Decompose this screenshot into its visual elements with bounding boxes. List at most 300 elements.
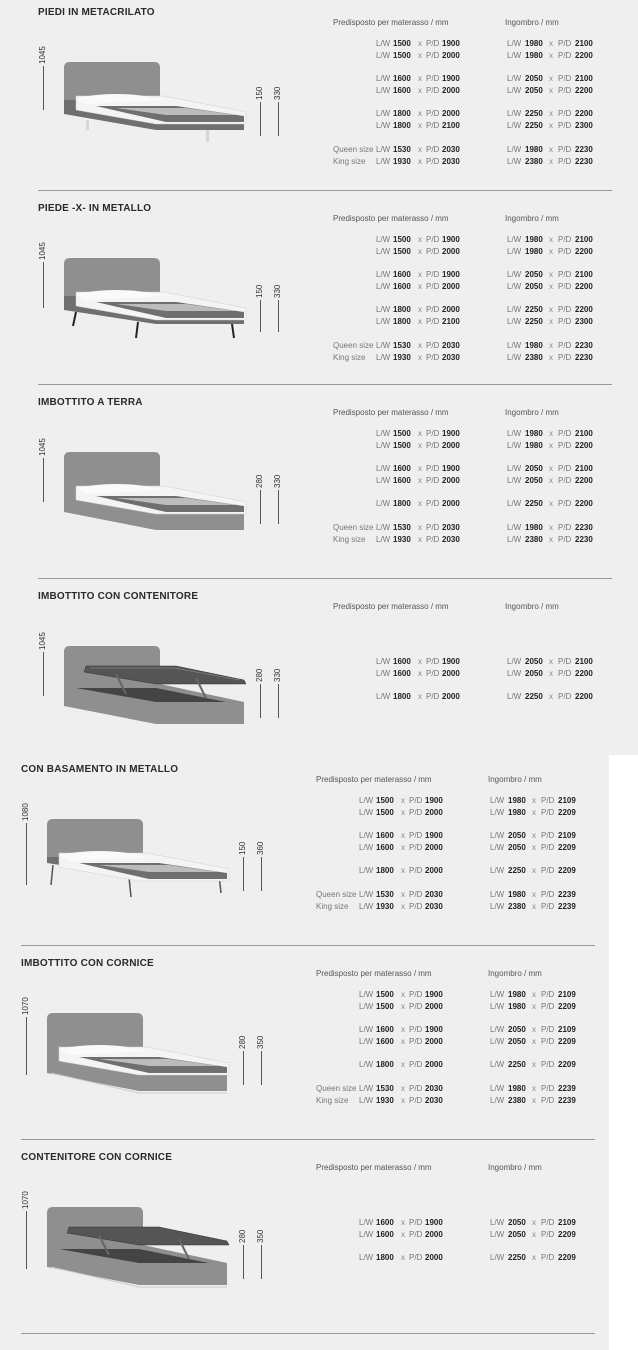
mattress-width-value: 1930 (376, 1096, 394, 1105)
size-name-label: Queen size (333, 523, 374, 532)
depth-label: P/D (558, 692, 572, 701)
times-label: x (418, 535, 422, 544)
width-label: L/W (507, 282, 522, 291)
width-label: L/W (507, 109, 522, 118)
overall-width-value: 2050 (508, 1218, 526, 1227)
width-label: L/W (376, 74, 391, 83)
overall-width-value: 1980 (525, 145, 543, 154)
depth-label: P/D (558, 145, 572, 154)
overall-width-value: 2050 (525, 282, 543, 291)
depth-label: P/D (426, 270, 440, 279)
size-row (0, 281, 638, 292)
section-title: CON BASAMENTO IN METALLO (21, 764, 179, 775)
width-label: L/W (507, 145, 522, 154)
depth-label: P/D (409, 1230, 423, 1239)
mattress-width-value: 1600 (393, 476, 411, 485)
overall-depth-value: 2100 (575, 429, 593, 438)
times-label: x (549, 476, 553, 485)
mattress-depth-value: 2030 (425, 1096, 443, 1105)
overall-depth-value: 2209 (558, 808, 576, 817)
width-label: L/W (376, 51, 391, 60)
mattress-width-value: 1930 (393, 353, 411, 362)
section-title: IMBOTTITO CON CONTENITORE (38, 591, 199, 602)
depth-label: P/D (558, 39, 572, 48)
mattress-width-value: 1800 (393, 305, 411, 314)
times-label: x (532, 831, 536, 840)
times-label: x (401, 1230, 405, 1239)
mattress-depth-value: 2000 (442, 692, 460, 701)
bed-variant-section (0, 584, 638, 780)
overall-width-value: 2050 (525, 476, 543, 485)
mattress-depth-value: 2000 (425, 1037, 443, 1046)
mattress-depth-value: 2030 (442, 145, 460, 154)
overall-width-value: 2050 (508, 831, 526, 840)
depth-label: P/D (409, 990, 423, 999)
times-label: x (418, 523, 422, 532)
mattress-width-value: 1800 (393, 109, 411, 118)
times-label: x (532, 796, 536, 805)
width-label: L/W (376, 429, 391, 438)
mattress-depth-value: 2000 (442, 305, 460, 314)
bed-variant-section (0, 196, 638, 392)
mattress-depth-value: 2100 (442, 121, 460, 130)
overall-width-value: 1980 (508, 1084, 526, 1093)
overall-width-value: 2050 (525, 669, 543, 678)
mattress-depth-value: 2030 (425, 1084, 443, 1093)
mattress-width-value: 1600 (393, 74, 411, 83)
mattress-depth-value: 1900 (425, 1025, 443, 1034)
times-label: x (549, 305, 553, 314)
mattress-width-value: 1500 (393, 441, 411, 450)
overall-width-value: 2380 (508, 902, 526, 911)
mattress-width-value: 1500 (393, 39, 411, 48)
width-label: L/W (376, 669, 391, 678)
depth-label: P/D (426, 39, 440, 48)
overall-depth-value: 2239 (558, 1084, 576, 1093)
depth-label: P/D (541, 1084, 555, 1093)
mattress-width-value: 1600 (393, 464, 411, 473)
times-label: x (401, 1060, 405, 1069)
times-label: x (532, 1230, 536, 1239)
overall-width-value: 1980 (525, 51, 543, 60)
width-label: L/W (507, 86, 522, 95)
bed-height-dimension-label: 330 (273, 284, 282, 298)
size-row (0, 246, 638, 257)
size-name-label: Queen size (333, 341, 374, 350)
times-label: x (418, 109, 422, 118)
times-label: x (418, 157, 422, 166)
times-label: x (401, 1025, 405, 1034)
mattress-depth-value: 2000 (442, 247, 460, 256)
width-label: L/W (359, 890, 374, 899)
width-label: L/W (359, 808, 374, 817)
depth-label: P/D (558, 235, 572, 244)
depth-label: P/D (541, 866, 555, 875)
depth-label: P/D (409, 1002, 423, 1011)
section-title: PIEDI IN METACRILATO (38, 7, 155, 18)
overall-width-value: 2050 (525, 74, 543, 83)
mattress-size-header: Predisposto per materasso / mm (333, 408, 449, 417)
bed-variant-section (0, 1145, 638, 1341)
section-divider (21, 1333, 595, 1334)
mattress-width-value: 1930 (393, 535, 411, 544)
times-label: x (401, 1084, 405, 1093)
size-row (0, 463, 638, 474)
width-label: L/W (507, 535, 522, 544)
height-dimension-label: 1045 (38, 242, 47, 260)
overall-width-value: 1980 (508, 990, 526, 999)
mattress-width-value: 1600 (393, 270, 411, 279)
times-label: x (418, 305, 422, 314)
bed-height-dimension-label: 280 (238, 1229, 247, 1243)
width-label: L/W (490, 890, 505, 899)
mattress-depth-value: 1900 (442, 235, 460, 244)
times-label: x (549, 109, 553, 118)
depth-label: P/D (541, 1218, 555, 1227)
overall-width-value: 2050 (525, 657, 543, 666)
mattress-depth-value: 1900 (425, 1218, 443, 1227)
overall-depth-value: 2209 (558, 1253, 576, 1262)
overall-width-value: 2380 (525, 353, 543, 362)
mattress-width-value: 1600 (376, 1025, 394, 1034)
width-label: L/W (359, 1037, 374, 1046)
size-row (0, 1217, 638, 1228)
mattress-depth-value: 1900 (442, 464, 460, 473)
depth-label: P/D (426, 523, 440, 532)
overall-depth-value: 2100 (575, 657, 593, 666)
size-row (0, 865, 638, 876)
times-label: x (418, 341, 422, 350)
bed-height-dimension-label: 350 (256, 1229, 265, 1243)
overall-depth-value: 2200 (575, 305, 593, 314)
depth-label: P/D (558, 109, 572, 118)
width-label: L/W (376, 341, 391, 350)
mattress-width-value: 1800 (376, 1060, 394, 1069)
times-label: x (418, 282, 422, 291)
overall-depth-value: 2230 (575, 535, 593, 544)
mattress-depth-value: 1900 (425, 990, 443, 999)
width-label: L/W (376, 657, 391, 666)
width-label: L/W (507, 523, 522, 532)
mattress-depth-value: 2030 (442, 523, 460, 532)
overall-depth-value: 2300 (575, 121, 593, 130)
depth-label: P/D (426, 464, 440, 473)
mattress-width-value: 1530 (376, 1084, 394, 1093)
size-row (0, 1083, 638, 1094)
width-label: L/W (359, 1218, 374, 1227)
bed-height-dimension-label: 150 (255, 86, 264, 100)
depth-label: P/D (558, 51, 572, 60)
depth-label: P/D (426, 305, 440, 314)
size-name-label: King size (333, 353, 366, 362)
mattress-depth-value: 2100 (442, 317, 460, 326)
times-label: x (418, 317, 422, 326)
times-label: x (401, 1218, 405, 1227)
overall-depth-value: 2209 (558, 1002, 576, 1011)
mattress-width-value: 1600 (376, 1037, 394, 1046)
size-row (0, 1095, 638, 1106)
size-name-label: Queen size (316, 1084, 357, 1093)
times-label: x (401, 1253, 405, 1262)
times-label: x (532, 808, 536, 817)
bed-variant-section (0, 390, 638, 586)
width-label: L/W (490, 1096, 505, 1105)
depth-label: P/D (426, 669, 440, 678)
times-label: x (549, 523, 553, 532)
width-label: L/W (507, 476, 522, 485)
depth-label: P/D (426, 535, 440, 544)
depth-label: P/D (426, 429, 440, 438)
depth-label: P/D (409, 843, 423, 852)
mattress-depth-value: 2030 (442, 341, 460, 350)
mattress-depth-value: 2000 (442, 441, 460, 450)
size-row (0, 901, 638, 912)
depth-label: P/D (409, 831, 423, 840)
times-label: x (532, 1253, 536, 1262)
times-label: x (549, 464, 553, 473)
depth-label: P/D (558, 317, 572, 326)
times-label: x (549, 74, 553, 83)
depth-label: P/D (558, 353, 572, 362)
width-label: L/W (490, 1037, 505, 1046)
size-row (0, 108, 638, 119)
times-label: x (418, 464, 422, 473)
overall-depth-value: 2200 (575, 476, 593, 485)
width-label: L/W (376, 476, 391, 485)
width-label: L/W (359, 990, 374, 999)
times-label: x (549, 282, 553, 291)
depth-label: P/D (426, 145, 440, 154)
width-label: L/W (490, 1084, 505, 1093)
overall-width-value: 2380 (525, 535, 543, 544)
width-label: L/W (507, 669, 522, 678)
times-label: x (532, 890, 536, 899)
depth-label: P/D (409, 808, 423, 817)
bed-height-dimension-label: 360 (256, 841, 265, 855)
overall-depth-value: 2209 (558, 1230, 576, 1239)
depth-label: P/D (541, 990, 555, 999)
width-label: L/W (376, 109, 391, 118)
overall-width-value: 2250 (508, 1060, 526, 1069)
depth-label: P/D (558, 86, 572, 95)
section-divider (38, 190, 612, 191)
depth-label: P/D (426, 235, 440, 244)
section-title: IMBOTTITO CON CORNICE (21, 958, 154, 969)
times-label: x (532, 1025, 536, 1034)
overall-width-value: 1980 (525, 441, 543, 450)
overall-depth-value: 2200 (575, 499, 593, 508)
depth-label: P/D (541, 808, 555, 817)
mattress-width-value: 1600 (393, 86, 411, 95)
width-label: L/W (507, 39, 522, 48)
size-row (0, 1059, 638, 1070)
width-label: L/W (507, 317, 522, 326)
width-label: L/W (507, 692, 522, 701)
size-row (0, 156, 638, 167)
depth-label: P/D (558, 282, 572, 291)
overall-width-value: 2050 (525, 270, 543, 279)
width-label: L/W (507, 499, 522, 508)
mattress-width-value: 1500 (376, 796, 394, 805)
depth-label: P/D (558, 464, 572, 473)
times-label: x (418, 121, 422, 130)
overall-depth-value: 2109 (558, 1025, 576, 1034)
width-label: L/W (376, 86, 391, 95)
mattress-width-value: 1600 (393, 657, 411, 666)
size-row (0, 144, 638, 155)
times-label: x (401, 796, 405, 805)
width-label: L/W (490, 831, 505, 840)
times-label: x (549, 657, 553, 666)
times-label: x (532, 866, 536, 875)
overall-depth-value: 2109 (558, 831, 576, 840)
mattress-depth-value: 2000 (442, 499, 460, 508)
mattress-depth-value: 2000 (442, 109, 460, 118)
depth-label: P/D (426, 317, 440, 326)
width-label: L/W (490, 866, 505, 875)
section-title: CONTENITORE CON CORNICE (21, 1152, 173, 1163)
times-label: x (401, 1096, 405, 1105)
mattress-depth-value: 2030 (442, 157, 460, 166)
size-name-label: King size (316, 1096, 349, 1105)
times-label: x (532, 1218, 536, 1227)
times-label: x (532, 1002, 536, 1011)
overall-width-value: 2250 (508, 1253, 526, 1262)
times-label: x (549, 247, 553, 256)
width-label: L/W (359, 1096, 374, 1105)
depth-label: P/D (426, 499, 440, 508)
depth-label: P/D (541, 831, 555, 840)
depth-label: P/D (426, 476, 440, 485)
depth-label: P/D (426, 74, 440, 83)
depth-label: P/D (426, 157, 440, 166)
bed-height-dimension-label: 330 (273, 86, 282, 100)
times-label: x (418, 441, 422, 450)
depth-label: P/D (409, 890, 423, 899)
size-row (0, 73, 638, 84)
depth-label: P/D (426, 51, 440, 60)
width-label: L/W (490, 1253, 505, 1262)
overall-width-value: 2050 (508, 1025, 526, 1034)
times-label: x (418, 86, 422, 95)
mattress-depth-value: 1900 (442, 74, 460, 83)
size-row (0, 1024, 638, 1035)
mattress-width-value: 1500 (393, 429, 411, 438)
mattress-depth-value: 2000 (442, 476, 460, 485)
overall-width-value: 2050 (525, 464, 543, 473)
mattress-depth-value: 2000 (425, 808, 443, 817)
height-dimension-label: 1070 (21, 1191, 30, 1209)
size-row (0, 440, 638, 451)
width-label: L/W (376, 235, 391, 244)
depth-label: P/D (409, 796, 423, 805)
mattress-depth-value: 1900 (442, 270, 460, 279)
section-divider (21, 1139, 595, 1140)
width-label: L/W (376, 353, 391, 362)
depth-label: P/D (409, 1037, 423, 1046)
size-row (0, 1229, 638, 1240)
depth-label: P/D (541, 1096, 555, 1105)
overall-width-value: 2250 (525, 317, 543, 326)
overall-depth-value: 2239 (558, 1096, 576, 1105)
times-label: x (549, 317, 553, 326)
width-label: L/W (359, 1025, 374, 1034)
overall-depth-value: 2239 (558, 890, 576, 899)
overall-size-header: Ingombro / mm (505, 602, 559, 611)
overall-size-header: Ingombro / mm (505, 18, 559, 27)
width-label: L/W (490, 796, 505, 805)
width-label: L/W (376, 121, 391, 130)
width-label: L/W (507, 235, 522, 244)
overall-width-value: 2050 (525, 86, 543, 95)
mattress-width-value: 1500 (376, 808, 394, 817)
overall-depth-value: 2200 (575, 247, 593, 256)
times-label: x (549, 429, 553, 438)
times-label: x (532, 1060, 536, 1069)
mattress-width-value: 1530 (393, 145, 411, 154)
times-label: x (549, 51, 553, 60)
depth-label: P/D (541, 796, 555, 805)
size-row (0, 989, 638, 1000)
width-label: L/W (376, 145, 391, 154)
overall-depth-value: 2200 (575, 692, 593, 701)
height-dimension-label: 1070 (21, 997, 30, 1015)
overall-width-value: 1980 (525, 429, 543, 438)
times-label: x (532, 902, 536, 911)
width-label: L/W (376, 464, 391, 473)
size-name-label: King size (316, 902, 349, 911)
size-row (0, 498, 638, 509)
overall-depth-value: 2200 (575, 441, 593, 450)
size-row (0, 340, 638, 351)
size-row (0, 428, 638, 439)
mattress-depth-value: 2000 (425, 843, 443, 852)
size-row (0, 889, 638, 900)
depth-label: P/D (426, 353, 440, 362)
width-label: L/W (376, 247, 391, 256)
size-row (0, 269, 638, 280)
depth-label: P/D (558, 247, 572, 256)
mattress-depth-value: 2000 (442, 282, 460, 291)
overall-width-value: 1980 (525, 247, 543, 256)
times-label: x (549, 145, 553, 154)
times-label: x (418, 692, 422, 701)
overall-width-value: 1980 (508, 890, 526, 899)
depth-label: P/D (558, 341, 572, 350)
depth-label: P/D (558, 270, 572, 279)
mattress-width-value: 1600 (376, 831, 394, 840)
mattress-size-header: Predisposto per materasso / mm (316, 969, 432, 978)
times-label: x (418, 657, 422, 666)
overall-depth-value: 2209 (558, 866, 576, 875)
mattress-width-value: 1600 (393, 282, 411, 291)
depth-label: P/D (558, 305, 572, 314)
times-label: x (549, 353, 553, 362)
mattress-width-value: 1500 (376, 1002, 394, 1011)
width-label: L/W (359, 902, 374, 911)
times-label: x (532, 1084, 536, 1093)
size-row (0, 352, 638, 363)
depth-label: P/D (426, 441, 440, 450)
width-label: L/W (490, 902, 505, 911)
width-label: L/W (507, 429, 522, 438)
section-title: IMBOTTITO A TERRA (38, 397, 143, 408)
times-label: x (401, 902, 405, 911)
depth-label: P/D (541, 1230, 555, 1239)
depth-label: P/D (541, 1060, 555, 1069)
times-label: x (549, 39, 553, 48)
overall-depth-value: 2230 (575, 523, 593, 532)
